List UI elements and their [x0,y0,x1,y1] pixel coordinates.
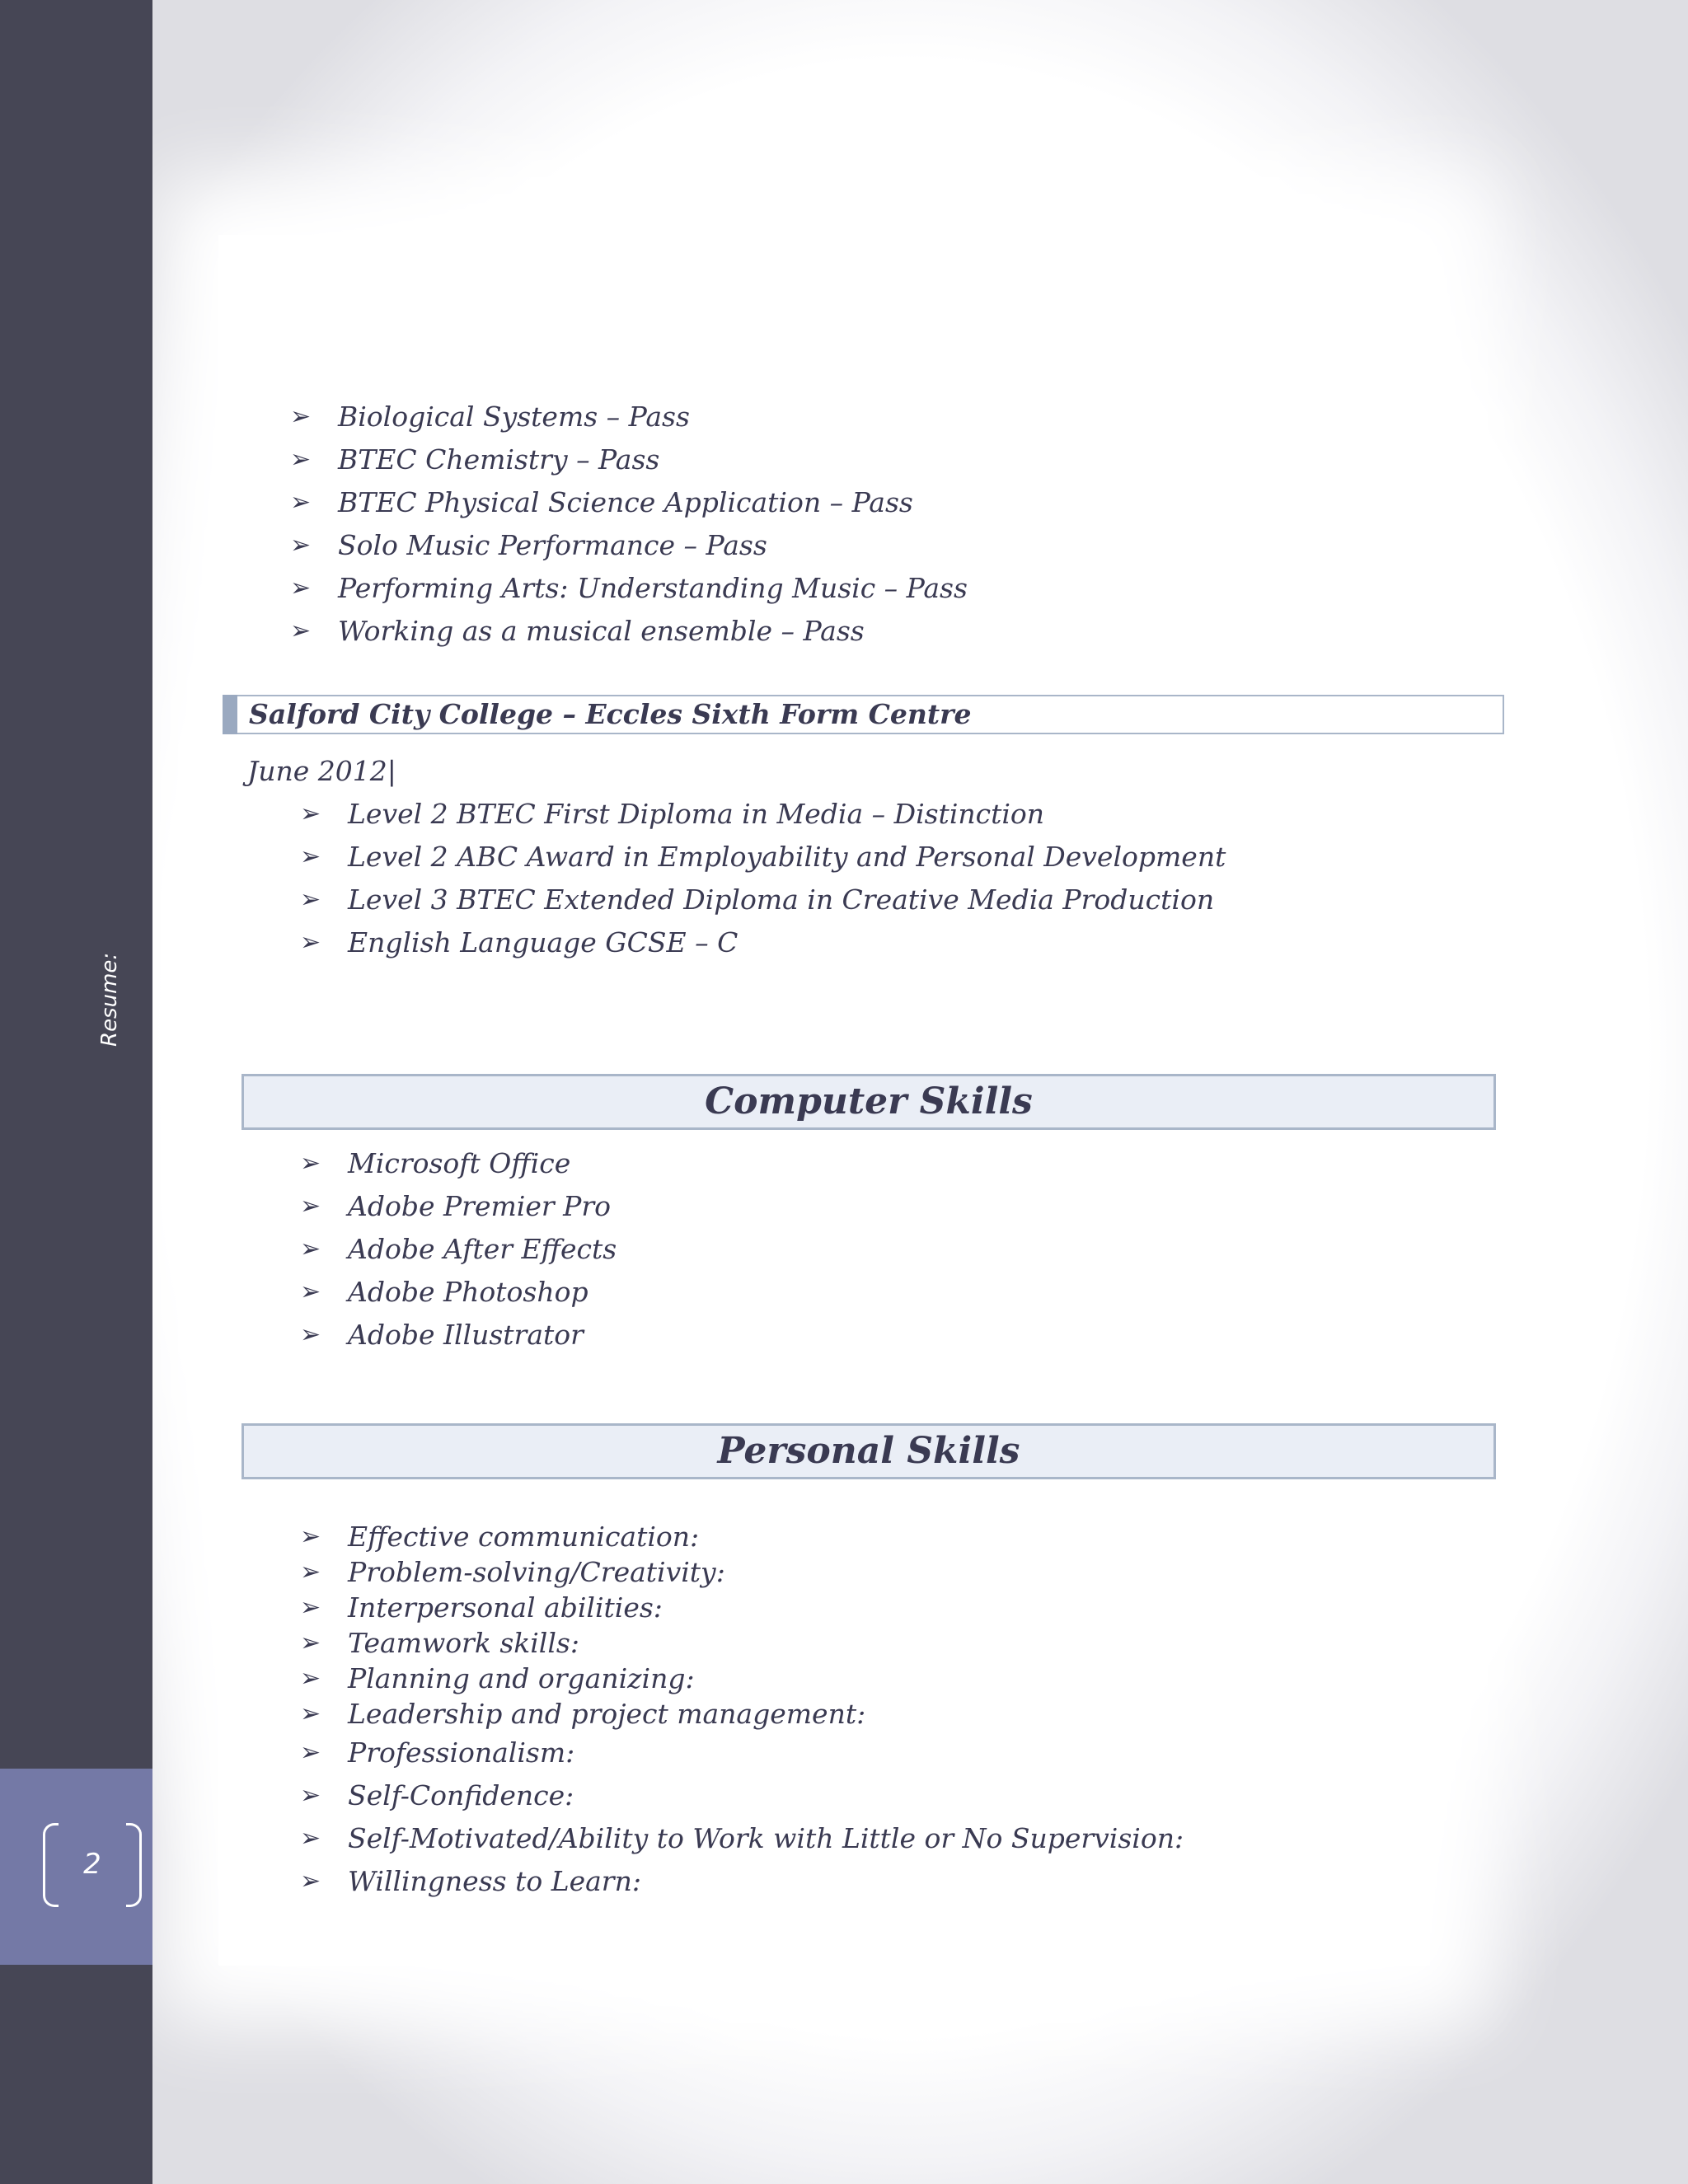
list-item [300,1696,1184,1732]
list-item-text: Self-Confidence: [348,1779,574,1811]
list-item-text: Interpersonal abilities: [348,1591,663,1624]
modules-list [290,396,968,653]
list-item-text: Professionalism: [348,1736,575,1769]
list-item-text: Problem-solving/Creativity: [348,1556,725,1588]
list-item-text: Willingness to Learn: [348,1865,641,1897]
college-header [223,695,1504,734]
list-item [300,1732,1184,1774]
list-item [300,1271,617,1314]
arrow-bullet-icon: ➢ [300,885,321,914]
list-item [300,1625,1184,1661]
list-item-text: Adobe Photoshop [348,1276,588,1308]
list-item-text: Leadership and project management: [348,1698,866,1730]
list-item-text: Performing Arts: Understanding Music – Pass [338,572,968,604]
list-item [300,1590,1184,1625]
arrow-bullet-icon: ➢ [300,842,321,871]
list-item [300,921,1226,964]
list-item-text: Adobe Premier Pro [348,1190,611,1222]
list-item-text: Level 2 BTEC First Diploma in Media – Distinction [348,798,1045,830]
arrow-bullet-icon: ➢ [290,531,312,560]
list-item-text: Microsoft Office [348,1147,571,1179]
arrow-bullet-icon: ➢ [300,928,321,957]
list-item-text: Teamwork skills: [348,1627,579,1659]
list-item-text: Effective communication: [348,1521,700,1553]
arrow-bullet-icon: ➢ [300,1738,321,1767]
list-item-text: Planning and organizing: [348,1662,695,1694]
arrow-bullet-icon: ➢ [300,1629,321,1657]
list-item [300,1774,1184,1817]
list-item [290,481,968,524]
list-item [300,1142,617,1185]
list-item [290,567,968,610]
list-item-text: Adobe After Effects [348,1233,617,1265]
list-item-text: BTEC Physical Science Application – Pass [338,486,913,518]
header-accent-bar [223,695,237,734]
page-number: 2 [43,1823,142,1905]
list-item [300,793,1226,836]
list-item [290,396,968,438]
list-item-text: English Language GCSE – C [348,926,738,958]
list-item [300,1554,1184,1590]
list-item-text: Working as a musical ensemble – Pass [338,615,865,647]
arrow-bullet-icon: ➢ [300,1781,321,1810]
list-item-text: Solo Music Performance – Pass [338,529,767,561]
list-item [300,1314,617,1357]
college-title: Salford City College – Eccles Sixth Form Centre [249,698,972,730]
list-item [300,1519,1184,1554]
list-item [300,1185,617,1228]
arrow-bullet-icon: ➢ [300,1320,321,1349]
computer-skills-heading: Computer Skills [241,1074,1496,1130]
list-item-text: Level 3 BTEC Extended Diploma in Creative Media Production [348,883,1215,916]
list-item-text: Biological Systems – Pass [338,401,690,433]
qualifications-list [300,793,1226,964]
sidebar-vertical-label: Resume: [97,952,122,1047]
arrow-bullet-icon: ➢ [300,1824,321,1853]
arrow-bullet-icon: ➢ [300,799,321,828]
list-item [290,438,968,481]
college-date: June 2012| [247,755,396,787]
arrow-bullet-icon: ➢ [290,445,312,474]
arrow-bullet-icon: ➢ [290,574,312,602]
arrow-bullet-icon: ➢ [300,1277,321,1306]
list-item [300,1860,1184,1903]
list-item-text: Level 2 ABC Award in Employability and Personal Development [348,841,1226,873]
list-item-text: Self-Motivated/Ability to Work with Little or No Supervision: [348,1822,1184,1854]
arrow-bullet-icon: ➢ [300,1664,321,1693]
arrow-bullet-icon: ➢ [300,1558,321,1586]
arrow-bullet-icon: ➢ [300,1699,321,1728]
arrow-bullet-icon: ➢ [290,402,312,431]
list-item [290,610,968,653]
computer-skills-list [300,1142,617,1357]
list-item [300,1661,1184,1696]
list-item [300,879,1226,921]
arrow-bullet-icon: ➢ [300,1593,321,1622]
arrow-bullet-icon: ➢ [300,1149,321,1178]
personal-skills-heading: Personal Skills [241,1423,1496,1479]
arrow-bullet-icon: ➢ [300,1867,321,1896]
personal-skills-list [300,1519,1184,1903]
list-item-text: Adobe Illustrator [348,1319,584,1351]
arrow-bullet-icon: ➢ [300,1235,321,1263]
list-item [290,524,968,567]
sidebar [0,0,152,2184]
list-item [300,1817,1184,1860]
arrow-bullet-icon: ➢ [300,1522,321,1551]
arrow-bullet-icon: ➢ [290,488,312,517]
arrow-bullet-icon: ➢ [290,616,312,645]
list-item [300,836,1226,879]
arrow-bullet-icon: ➢ [300,1192,321,1221]
list-item-text: BTEC Chemistry – Pass [338,443,660,476]
list-item [300,1228,617,1271]
